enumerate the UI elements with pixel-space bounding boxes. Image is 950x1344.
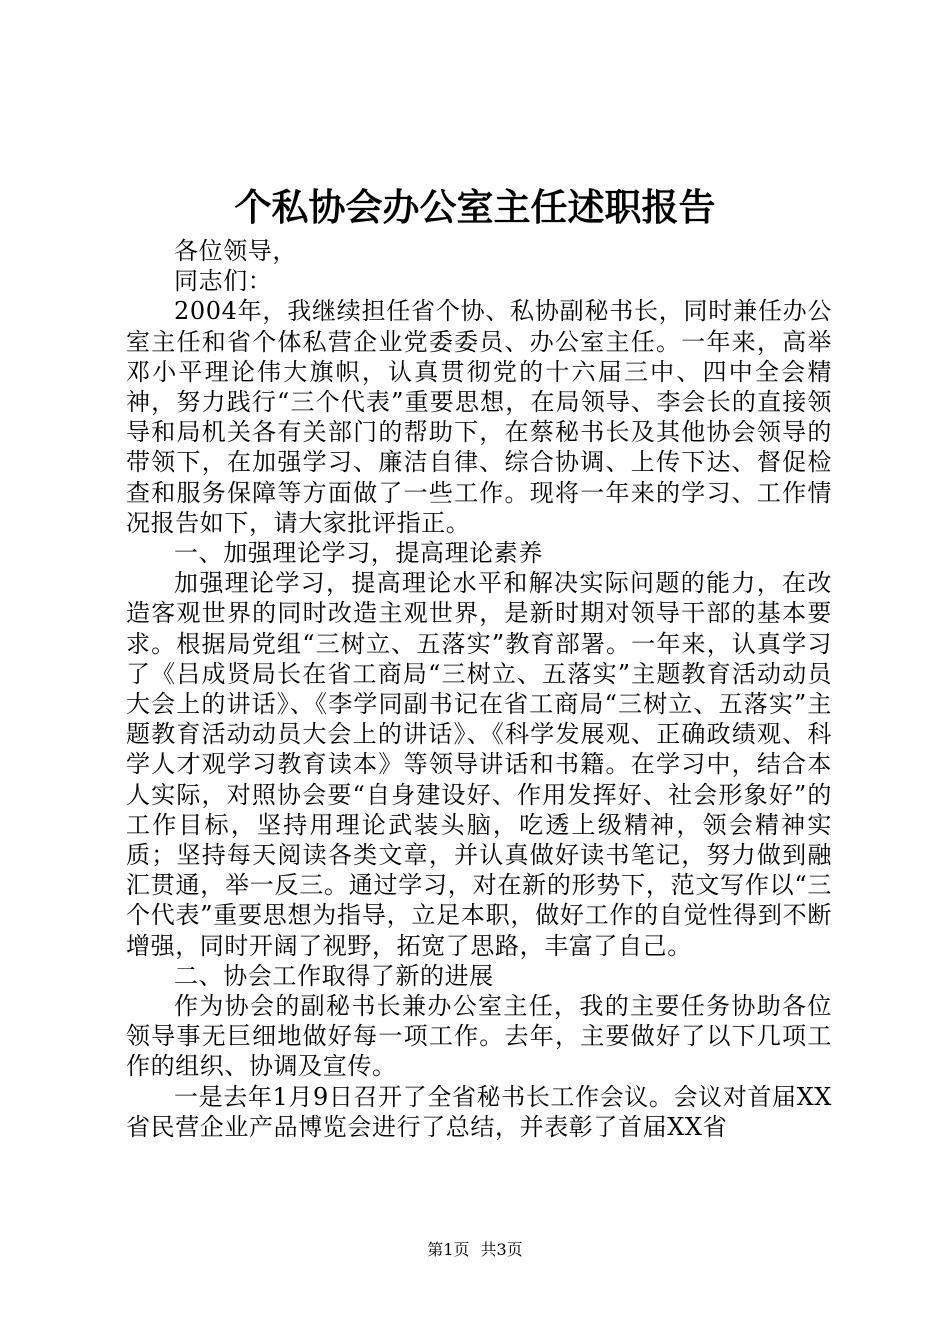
section-heading-1: 一、加强理论学习，提高理论素养	[174, 539, 543, 568]
salutation-leaders: 各位领导，	[174, 237, 297, 265]
document-title: 个私协会办公室主任述职报告	[234, 185, 716, 229]
page-footer	[0, 1239, 950, 1261]
section-1-paragraph: 加强理论学习，提高理论水平和解决实际问题的能力，在改造客观世界的同时改造主观世界，是新时期对领导干部的基本要求。根据局党组“三树立、五落实”教育部署。一年来，认真学习了《吕成贤局长在省工商局“三树立、五落实”主题教育活动动员大会上的讲话》、《李学同副书记在省工商局“三树立、五落实”主题教育活动动员大会上的讲话》、《科学发展观、正确政绩观、科学人才观学习教育读本》等领导讲话和书籍。在学习中，结合本人实际，对照协会要“自身建设好、作用发挥好、社会形象好”的工作目标，坚持用理论武装头脑，吃透上级精神，领会精神实质；坚持每天阅读各类文章，并认真做好读书笔记，努力做到融汇贯通，举一反三。通过学习，对在新的形势下，范文写作以“三个代表”重要思想为指导，立足本职，做好工作的自觉性得到不断增强，同时开阔了视野，拓宽了思路，丰富了自己。	[126, 569, 832, 960]
section-heading-2: 二、协会工作取得了新的进展	[174, 961, 494, 990]
page-number: 第1页	[427, 1240, 470, 1259]
intro-paragraph: 2004年，我继续担任省个协、私协副秘书长，同时兼任办公室主任和省个体私营企业党委委员、办公室主任。一年来，高举邓小平理论伟大旗帜，认真贯彻党的十六届三中、四中全会精神，努力践行“三个代表”重要思想，在局领导、李会长的直接领导和局机关各有关部门的帮助下，在蔡秘书长及其他协会领导的带领下，在加强学习、廉洁自律、综合协调、上传下达、督促检查和服务保障等方面做了一些工作。现将一年来的学习、工作情况报告如下，请大家批评指正。	[126, 297, 832, 537]
document-body	[126, 236, 832, 1142]
page-total: 共3页	[480, 1240, 523, 1259]
salutation-comrades: 同志们：	[174, 267, 273, 296]
section-2-paragraph: 作为协会的副秘书长兼办公室主任，我的主要任务协助各位领导事无巨细地做好每一项工作。去年，主要做好了以下几项工作的组织、协调及宣传。	[126, 992, 832, 1081]
section-2-item-1: 一是去年1月9日召开了全省秘书长工作会议。会议对首届XX省民营企业产品博览会进行了总结，并表彰了首届XX省	[126, 1082, 832, 1141]
